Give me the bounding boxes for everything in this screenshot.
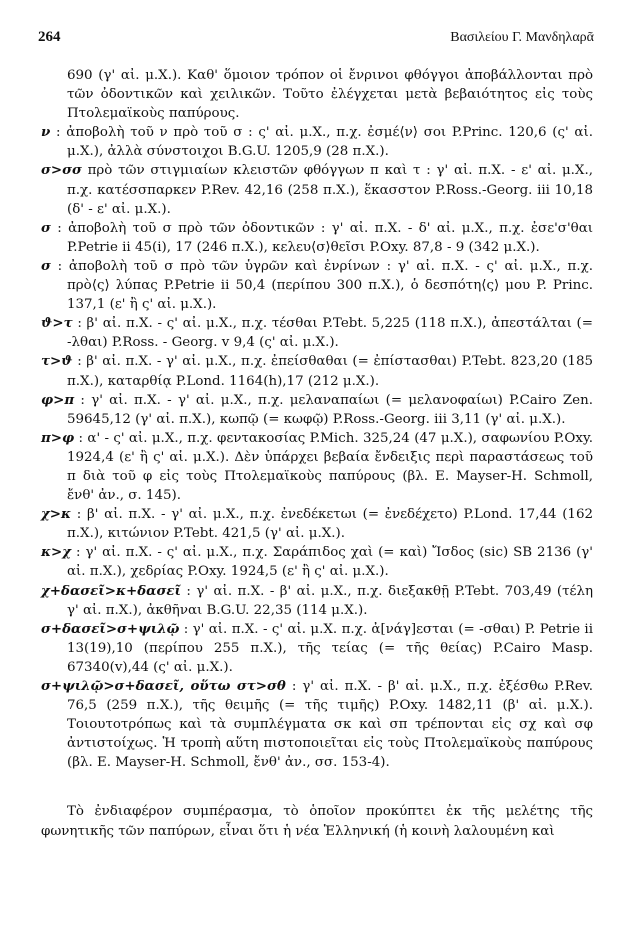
entry-pi-phi xyxy=(41,429,593,505)
entry-prefix: ν xyxy=(41,124,51,141)
entry-text: : γ' αἰ. π.Χ. - ς' αἰ. μ.Χ., π.χ. Σαράπιδος χαὶ (= καὶ) Ἴσδος (sic) SB 2136 (γ' αἰ. π.Χ.), χεδρίας P.Oxy. 1924,5 (ε' ἢ ς' αἰ. μ.Χ.). xyxy=(67,545,593,580)
entry-text: : β' αἰ. π.Χ. - γ' αἰ. μ.Χ., π.χ. ἐνεδέκετωι (= ἐνεδέχετο) P.Lond. 17,44 (162 π.Χ.), κιτώνιον P.Tebt. 421,5 (γ' αἰ. μ.Χ.). xyxy=(67,507,593,542)
entry-prefix: χ>κ xyxy=(41,506,72,523)
entry-prefix: σ+δασεῖ>σ+ψιλῷ xyxy=(41,620,180,637)
entry-prefix: κ>χ xyxy=(41,544,72,561)
entry-sigma-liquid xyxy=(41,257,593,314)
entry-phi-pi xyxy=(41,391,593,429)
entry-text: : γ' αἰ. π.Χ. - ς' αἰ. μ.Χ. π.χ. ἀ[νάγ]εσται (= -σθαι) P. Petrie ii 13(19),10 (περίπου 255 π.Χ.), τῆς τείας (= τῆς θείας) P.Cairo Masp. 67340(v),44 (ς' αἰ. μ.Χ.). xyxy=(67,621,593,675)
entry-prefix: σ>σσ xyxy=(41,162,82,179)
entry-sigma-doubling xyxy=(41,161,593,218)
entry-text: : γ' αἰ. π.Χ. - γ' αἰ. μ.Χ., π.χ. μελαναπαίωι (= μελανοφαίωι) P.Cairo Zen. 59645,12 (γ' αἰ. π.Χ.), κωπῷ (= κωφῷ) P.Ross.-Georg. iii 3,11 (γ' αἰ. μ.Χ.). xyxy=(67,392,593,427)
entry-text: : α' - ς' αἰ. μ.Χ., π.χ. φεντακοσίας P.Mich. 325,24 (47 μ.Χ.), σαφωνίου P.Oxy. 1924,4 (ε' ἢ ς' αἰ. μ.Χ.). Δὲν ὑπάρχει βεβαία ἔνδειξις περὶ παραστάσεως τοῦ π διὰ τοῦ φ εἰς τοὺς Πτολεμαϊκοὺς παπύρους (βλ. E. Mayser-H. Schmoll, ἔνθ' ἀν., σ. 145). xyxy=(67,430,593,504)
closing-paragraph: Τὸ ἐνδιαφέρον συμπέρασμα, τὸ ὁποῖον προκύπτει ἐκ τῆς μελέτης τῆς φωνητικῆς τῶν παπύρων, εἶναι ὅτι ἡ νέα Ἑλληνική (ἡ κοινὴ λαλουμένη καὶ xyxy=(41,804,593,839)
entry-sigma-tenuis xyxy=(41,677,593,772)
body-text xyxy=(41,66,593,854)
entry-chi-kappa xyxy=(41,505,593,543)
entry-prefix: τ>ϑ xyxy=(41,353,73,370)
entry-kappa-chi xyxy=(41,543,593,581)
entry-prefix: χ+δασεῖ>κ+δασεῖ xyxy=(41,582,181,599)
entry-text: : γ' αἰ. π.Χ. - β' αἰ. μ.Χ., π.χ. διεξακθῇ P.Tebt. 703,49 (τέλη γ' αἰ. π.Χ.), ἀκθῆναι B.G.U. 22,35 (114 μ.Χ.). xyxy=(67,583,593,618)
entry-chi-aspirate xyxy=(41,582,593,620)
entry-text: : β' αἰ. π.Χ. - ς' αἰ. μ.Χ., π.χ. τέσθαι P.Tebt. 5,225 (118 π.Χ.), ἀπεστάλται (= -λθαι) P.Ross. - Georg. v 9,4 (ς' αἰ. μ.Χ.). xyxy=(67,316,594,351)
entry-prefix: σ+ψιλῷ>σ+δασεῖ, οὕτω στ>σθ xyxy=(41,678,286,694)
page-number: 264 xyxy=(38,29,61,45)
entry-sigma-dental xyxy=(41,219,593,257)
entry-prefix: π>φ xyxy=(41,429,75,446)
entry-text: : ἀποβολὴ τοῦ σ πρὸ τῶν ὑγρῶν καὶ ἐνρίνων : γ' αἰ. π.Χ. - ς' αἰ. μ.Χ., π.χ. πρὸ⟨ς⟩ λύπας P.Petrie ii 50,4 (περίπου 300 π.Χ.), ὁ δεσπότη⟨ς⟩ μου P. Princ. 137,1 (ε' ἢ ς' αἰ. μ.Χ.). xyxy=(57,258,593,313)
entry-text: πρὸ τῶν στιγμιαίων κλειστῶν φθόγγων π καὶ τ : γ' αἰ. π.Χ. - ε' αἰ. μ.Χ., π.χ. κατέσσπαρκεν P.Rev. 42,16 (258 π.Χ.), ἕκασστον P.Ross.-Georg. iii 10,18 (δ' - ε' αἰ. μ.Χ.). xyxy=(67,163,593,217)
entry-text: : β' αἰ. π.Χ. - γ' αἰ. μ.Χ., π.χ. ἐπείσθαθαι (= ἐπίστασθαι) P.Tebt. 823,20 (185 π.Χ.), καταρθίᾳ P.Lond. 1164(h),17 (212 μ.Χ.). xyxy=(67,354,593,389)
entry-sigma-aspirate xyxy=(41,620,593,677)
running-title: Βασιλείου Γ. Μανδηλαρᾶ xyxy=(450,30,594,45)
entry-text: : γ' αἰ. π.Χ. - β' αἰ. μ.Χ., π.χ. ἐξέσθω P.Rev. 76,5 (259 π.Χ.), τῆς θειμῆς (= τῆς τιμῆς) P.Oxy. 1482,11 (β' αἰ. μ.Χ.). Τοιουτοτρόπως καὶ τὰ συμπλέγματα σκ καὶ σπ τρέπονται εἰς σχ καὶ σφ ἀντιστοίχως. Ἡ τροπὴ αὕτη πιστοποιεῖται εἰς τοὺς Πτολεμαϊκοὺς παπύρους (βλ. E. Mayser-H. Schmoll, ἔνθ' ἀν., σσ. 153-4). xyxy=(67,679,594,771)
entry-nu xyxy=(41,123,593,161)
entry-prefix: σ xyxy=(41,257,51,274)
entry-prefix: σ xyxy=(41,219,51,236)
entry-theta-tau xyxy=(41,314,593,352)
entry-prefix: ϑ>τ xyxy=(41,315,73,332)
entry-tau-theta xyxy=(41,352,593,390)
page-header xyxy=(38,29,594,49)
paragraph-continuation: 690 (γ' αἰ. μ.Χ.). Καθ' ὅμοιον τρόπον οἱ ἔνρινοι φθόγγοι ἀποβάλλονται πρὸ τῶν ὀδοντικῶν καὶ χειλικῶν. Τοῦτο ἐλέγχεται μετὰ βεβαιότητος εἰς τοὺς Πτολεμαϊκοὺς παπύρους. xyxy=(67,68,593,122)
entry-text: : ἀποβολὴ τοῦ ν πρὸ τοῦ σ : ς' αἰ. μ.Χ., π.χ. ἐσμέ⟨ν⟩ σοι P.Princ. 120,6 (ς' αἰ. μ.Χ.), ἀλλὰ σύνστοιχοι B.G.U. 1205,9 (28 π.Χ.). xyxy=(56,125,593,160)
entry-text: : ἀποβολὴ τοῦ σ πρὸ τῶν ὀδοντικῶν : γ' αἰ. π.Χ. - δ' αἰ. μ.Χ., π.χ. ἐσε'σ'θαι P.Petrie ii 45(i), 17 (246 π.Χ.), κελευ⟨σ⟩θεῖσι P.Oxy. 87,8 - 9 (342 μ.Χ.). xyxy=(57,220,593,255)
entry-prefix: φ>π xyxy=(41,391,75,408)
